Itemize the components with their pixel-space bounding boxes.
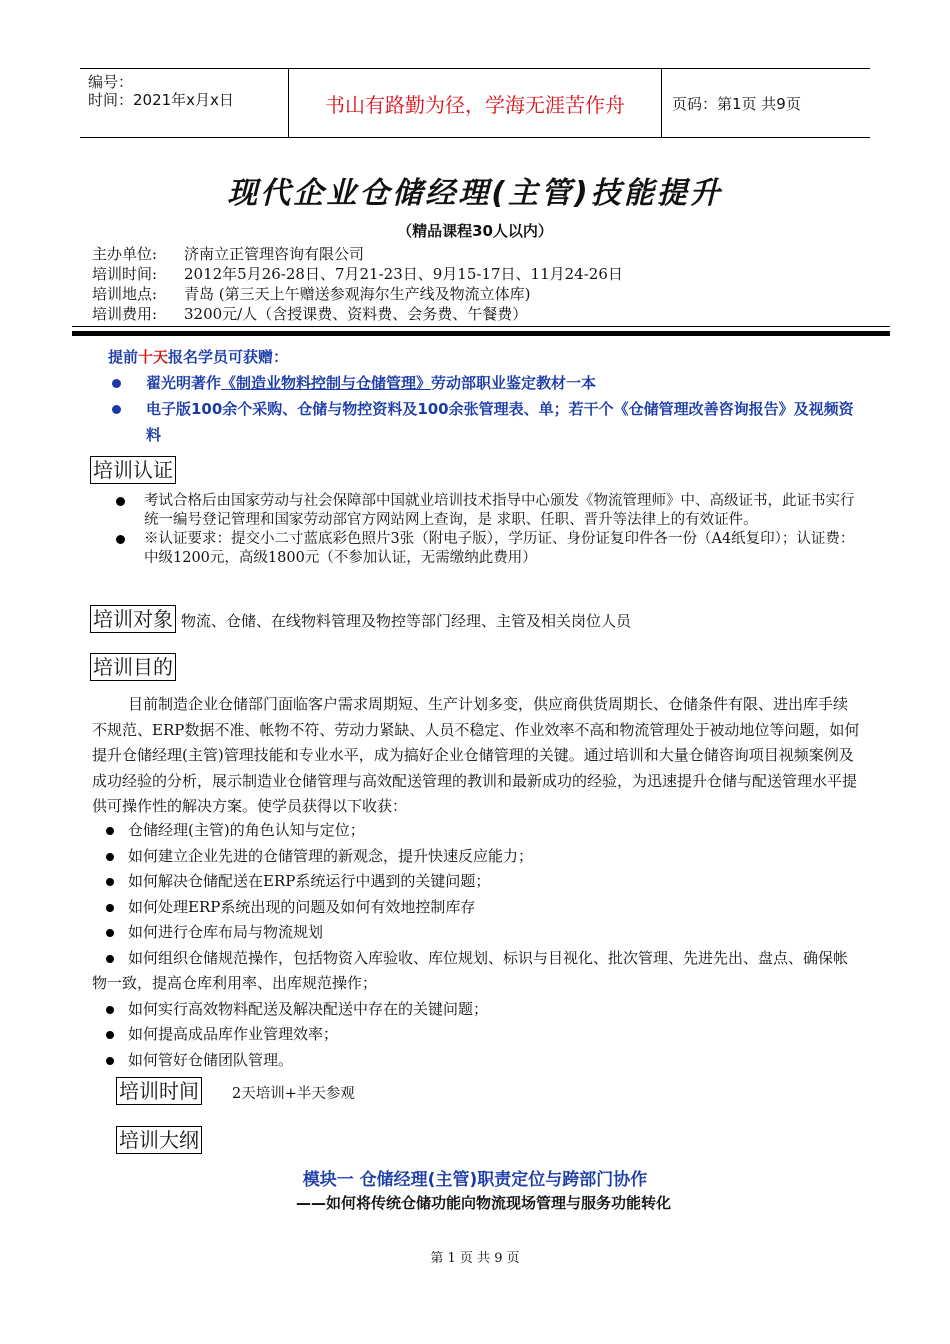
promo-block bbox=[108, 344, 868, 448]
bullet-icon bbox=[116, 497, 125, 506]
section-heading-time: 培训时间 bbox=[116, 1077, 202, 1105]
info-label: 培训地点: bbox=[92, 285, 158, 303]
cert-list bbox=[92, 492, 862, 568]
goal-list bbox=[92, 818, 862, 1073]
goal-text: 仓储经理(主管)的角色认知与定位； bbox=[128, 821, 365, 839]
info-label: 主办单位: bbox=[92, 245, 158, 263]
promo-item-text: 电子版100余个采购、仓储与物控资料及100余张管理表、单；若干个《仓储管理改善咨询报告》及视频资料 bbox=[146, 400, 854, 444]
info-row-fee bbox=[92, 304, 623, 324]
bullet-icon bbox=[116, 535, 125, 544]
date-label: 时间：2021年x月x日 bbox=[88, 91, 234, 109]
promo-item-materials bbox=[108, 396, 868, 448]
goal-text: 如何处理ERP系统出现的问题及如何有效地控制库存 bbox=[128, 897, 476, 916]
list-item bbox=[92, 895, 862, 921]
bullet-icon bbox=[106, 1006, 114, 1014]
cert-item-text: 考试合格后由国家劳动与社会保障部中国就业培训技术指导中心颁发《物流管理师》中、高级证书，此证书实行统一编号登记管理和国家劳动部官方网站网上查询，是 求职、任职、晋升等法律上的有效证件。 bbox=[144, 493, 855, 528]
bullet-icon bbox=[112, 405, 121, 414]
goal-paragraph: 目前制造企业仓储部门面临客户需求周期短、生产计划多变，供应商供货周期长、仓储条件有限、进出库手续不规范、ERP数据不准、帐物不符、劳动力紧缺、人员不稳定、作业效率不高和物流管理处于被动地位等问题，如何提升仓储经理(主管)管理技能和专业水平，成为搞好企业仓储管理的关键。通过培训和大量仓储咨询项目视频案例及成功经验的分析，展示制造业仓储管理与高效配送管理的教训和最新成功的经验，为迅速提升仓储与配送管理水平提供可操作性的解决方案。使学员获得以下收获： bbox=[92, 695, 860, 815]
page-header bbox=[80, 68, 870, 138]
time-text: 2天培训+半天参观 bbox=[232, 1086, 355, 1102]
goal-text: 如何进行仓库布局与物流规划 bbox=[128, 923, 324, 941]
module-title: 模块一 仓储经理(主管)职责定位与跨部门协作 bbox=[302, 1170, 648, 1190]
bullet-icon bbox=[106, 1057, 114, 1065]
list-item bbox=[92, 946, 862, 997]
promo-item-text: 翟光明著作 bbox=[146, 374, 222, 392]
page-title: 现代企业仓储经理(主管)技能提升 bbox=[227, 176, 723, 211]
list-item bbox=[92, 997, 862, 1023]
promo-highlight: 十天 bbox=[138, 348, 169, 366]
module-subtitle: ——如何将传统仓储功能向物流现场管理与服务功能转化 bbox=[296, 1194, 672, 1212]
list-item bbox=[92, 869, 862, 895]
goal-text: 如何管好仓储团队管理。 bbox=[128, 1050, 294, 1069]
cert-item-text: ※认证要求：提交小二寸蓝底彩色照片3张（附电子版），学历证、身份证复印件各一份（A4纸复印）；认证费：中级1200元，高级1800元（不参加认证，无需缴纳此费用） bbox=[144, 531, 855, 566]
goal-text: 如何解决仓储配送在ERP系统运行中遇到的关键问题； bbox=[128, 872, 491, 890]
header-motto: 书山有路勤为径，学海无涯苦作舟 bbox=[288, 69, 662, 137]
list-item bbox=[92, 530, 862, 568]
bullet-icon bbox=[106, 904, 114, 912]
list-item bbox=[92, 492, 862, 530]
header-meta bbox=[80, 69, 288, 137]
target-text: 物流、仓储、在线物料管理及物控等部门经理、主管及相关岗位人员 bbox=[181, 612, 632, 630]
divider-thin bbox=[72, 326, 890, 327]
info-value: 3200元/人（含授课费、资料费、会务费、午餐费） bbox=[184, 305, 528, 323]
bullet-icon bbox=[106, 827, 114, 835]
promo-prefix: 提前 bbox=[108, 348, 139, 366]
bullet-icon bbox=[106, 929, 114, 937]
info-value: 济南立正管理咨询有限公司 bbox=[184, 245, 365, 263]
section-heading-outline: 培训大纲 bbox=[116, 1126, 202, 1154]
bullet-icon bbox=[106, 878, 114, 886]
list-item bbox=[92, 844, 862, 870]
promo-suffix: 报名学员可获赠： bbox=[168, 348, 289, 366]
info-label: 培训时间: bbox=[92, 265, 158, 283]
page-footer: 第 1 页 共 9 页 bbox=[430, 1251, 520, 1266]
bullet-icon bbox=[106, 853, 114, 861]
header-page-info: 页码：第1页 共9页 bbox=[672, 94, 801, 113]
code-label: 编号： bbox=[88, 73, 134, 91]
info-value: 2012年5月26-28日、7月21-23日、9月15-17日、11月24-26日 bbox=[184, 265, 623, 283]
list-item bbox=[92, 818, 862, 844]
list-item bbox=[92, 1022, 862, 1048]
promo-item-text: 劳动部职业鉴定教材一本 bbox=[431, 374, 597, 392]
section-heading-cert: 培训认证 bbox=[90, 456, 176, 484]
goal-text: 如何建立企业先进的仓储管理的新观念，提升快速反应能力； bbox=[128, 846, 534, 865]
bullet-icon bbox=[106, 1031, 114, 1039]
bullet-icon bbox=[106, 955, 114, 963]
info-row-time bbox=[92, 264, 623, 284]
info-label: 培训费用: bbox=[92, 305, 158, 323]
promo-book-title: 《制造业物料控制与仓储管理》 bbox=[221, 374, 432, 392]
promo-item-book bbox=[108, 370, 868, 396]
bullet-icon bbox=[112, 379, 121, 388]
section-heading-target: 培训对象 bbox=[90, 605, 176, 633]
info-value: 青岛 (第三天上午赠送参观海尔生产线及物流立体库) bbox=[184, 285, 531, 303]
goal-text: 如何组织仓储规范操作，包括物资入库验收、库位规划、标识与目视化、批次管理、先进先出、盘点、确保帐物一致，提高仓库利用率、出库规范操作； bbox=[92, 948, 849, 992]
section-heading-goal: 培训目的 bbox=[90, 653, 176, 681]
goal-text: 如何提高成品库作业管理效率； bbox=[128, 1025, 339, 1043]
page-subtitle: （精品课程30人以内） bbox=[397, 222, 553, 240]
list-item bbox=[92, 920, 862, 946]
list-item bbox=[92, 1048, 862, 1074]
goal-text: 如何实行高效物料配送及解决配送中存在的关键问题； bbox=[128, 999, 489, 1018]
info-row-organizer bbox=[92, 244, 623, 264]
promo-heading bbox=[108, 344, 868, 370]
course-info bbox=[92, 244, 623, 324]
info-row-location bbox=[92, 284, 623, 304]
divider-thick bbox=[72, 331, 890, 336]
